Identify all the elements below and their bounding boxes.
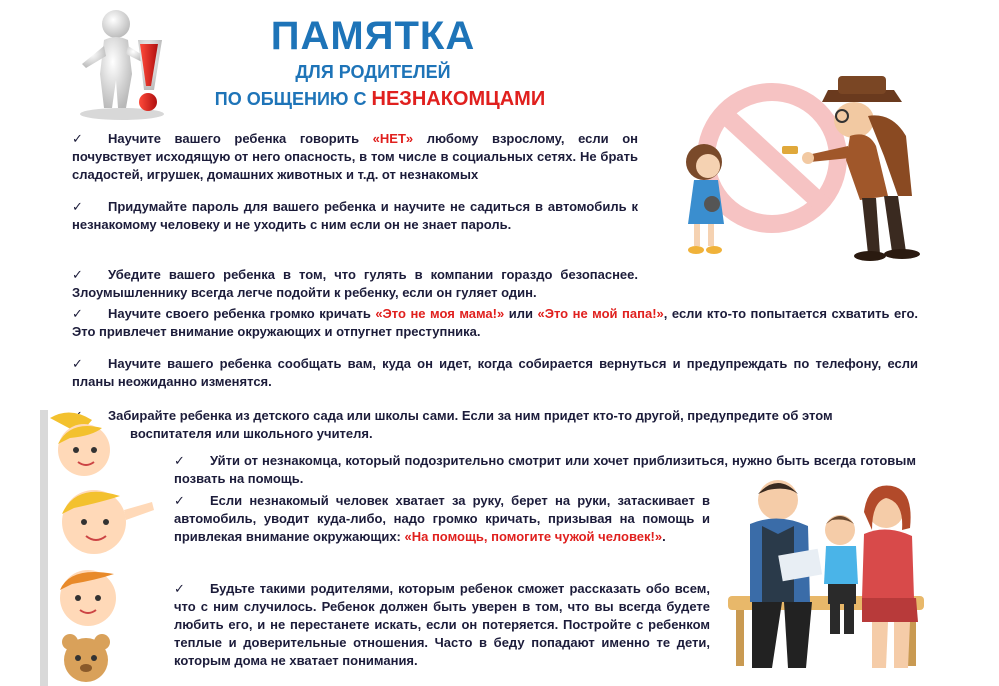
tip-walk-in-company: ✓ Убедите вашего ребенка в том, что гулять в компании гораздо безопаснее. Злоумышленнику всегда легче подойти к ребенку, если он гуляет один. xyxy=(72,267,638,300)
check-icon: ✓ xyxy=(72,356,83,371)
check-icon: ✓ xyxy=(174,453,185,468)
check-icon: ✓ xyxy=(72,199,83,214)
tip-report-whereabouts: ✓ Научите вашего ребенка сообщать вам, куда он идет, когда собирается вернуться и предупреждать по телефону, если планы неожиданно изменятся. xyxy=(72,356,918,389)
family-reading-illustration xyxy=(722,472,928,672)
tip-shout-not-my-parent: ✓ Научите своего ребенка громко кричать «Это не моя мама!» или «Это не мой папа!», если кто-то попытается схватить его. Это привлечет внимание окружающих и отпугнет преступника. xyxy=(72,306,919,339)
tip-pick-up-child: Забирайте ребенка из детского сада или школы сами. Если за ним придет кто-то другой, предупредите об этом воспитателя или школьного учителя. xyxy=(72,407,932,443)
tip-trust-relationship: ✓ Будьте такими родителями, которым ребенок сможет рассказать обо всем, что с ним случилось. Ребенок должен быть уверен в том, что вы всегда будете любить его, и не перестанете искать, если он потеряется. Постройте с ребенком теплые и доверительные отношения. Часто в беду попадают именно те дети, которым дома не хватает понимания. xyxy=(174,581,710,668)
page-subtitle-topic: ПО ОБЩЕНИЮ С НЕЗНАКОМЦАМИ xyxy=(214,88,546,110)
check-icon: ✓ xyxy=(174,493,185,508)
tip-no-to-strangers: ✓ Научите вашего ребенка говорить «НЕТ» любому взрослому, если он почувствует исходящую от него опасность, в том числе в социальных сетях. Не брать сладостей, игрушек, домашних животных и т.д. от незнакомых xyxy=(72,131,638,182)
check-icon: ✓ xyxy=(72,306,83,321)
tip-walk-away: ✓ Уйти от незнакомца, который подозрительно смотрит или хочет приблизиться, нужно быть всегда готовым позвать на помощь. xyxy=(174,453,916,486)
stranger-danger-illustration xyxy=(662,76,934,264)
tip-password: ✓ Придумайте пароль для вашего ребенка и научите не садиться в автомобиль к незнакомому человеку и не уходить с ним если он не знает пароль. xyxy=(72,199,638,232)
peeking-children-illustration xyxy=(30,410,160,686)
page-title: ПАМЯТКА xyxy=(270,14,476,58)
check-icon: ✓ xyxy=(72,267,83,282)
exclamation-figure-illustration xyxy=(60,4,180,122)
check-icon: ✓ xyxy=(72,131,83,146)
tip-call-for-help: ✓ Если незнакомый человек хватает за руку, берет на руки, затаскивает в автомобиль, уводит куда-либо, надо громко кричать, призывая на помощь и привлекая внимание окружающих: «На помощь, помогите чужой человек!». xyxy=(174,493,710,544)
check-icon: ✓ xyxy=(174,581,185,596)
page-subtitle: ДЛЯ РОДИТЕЛЕЙ xyxy=(295,62,451,82)
